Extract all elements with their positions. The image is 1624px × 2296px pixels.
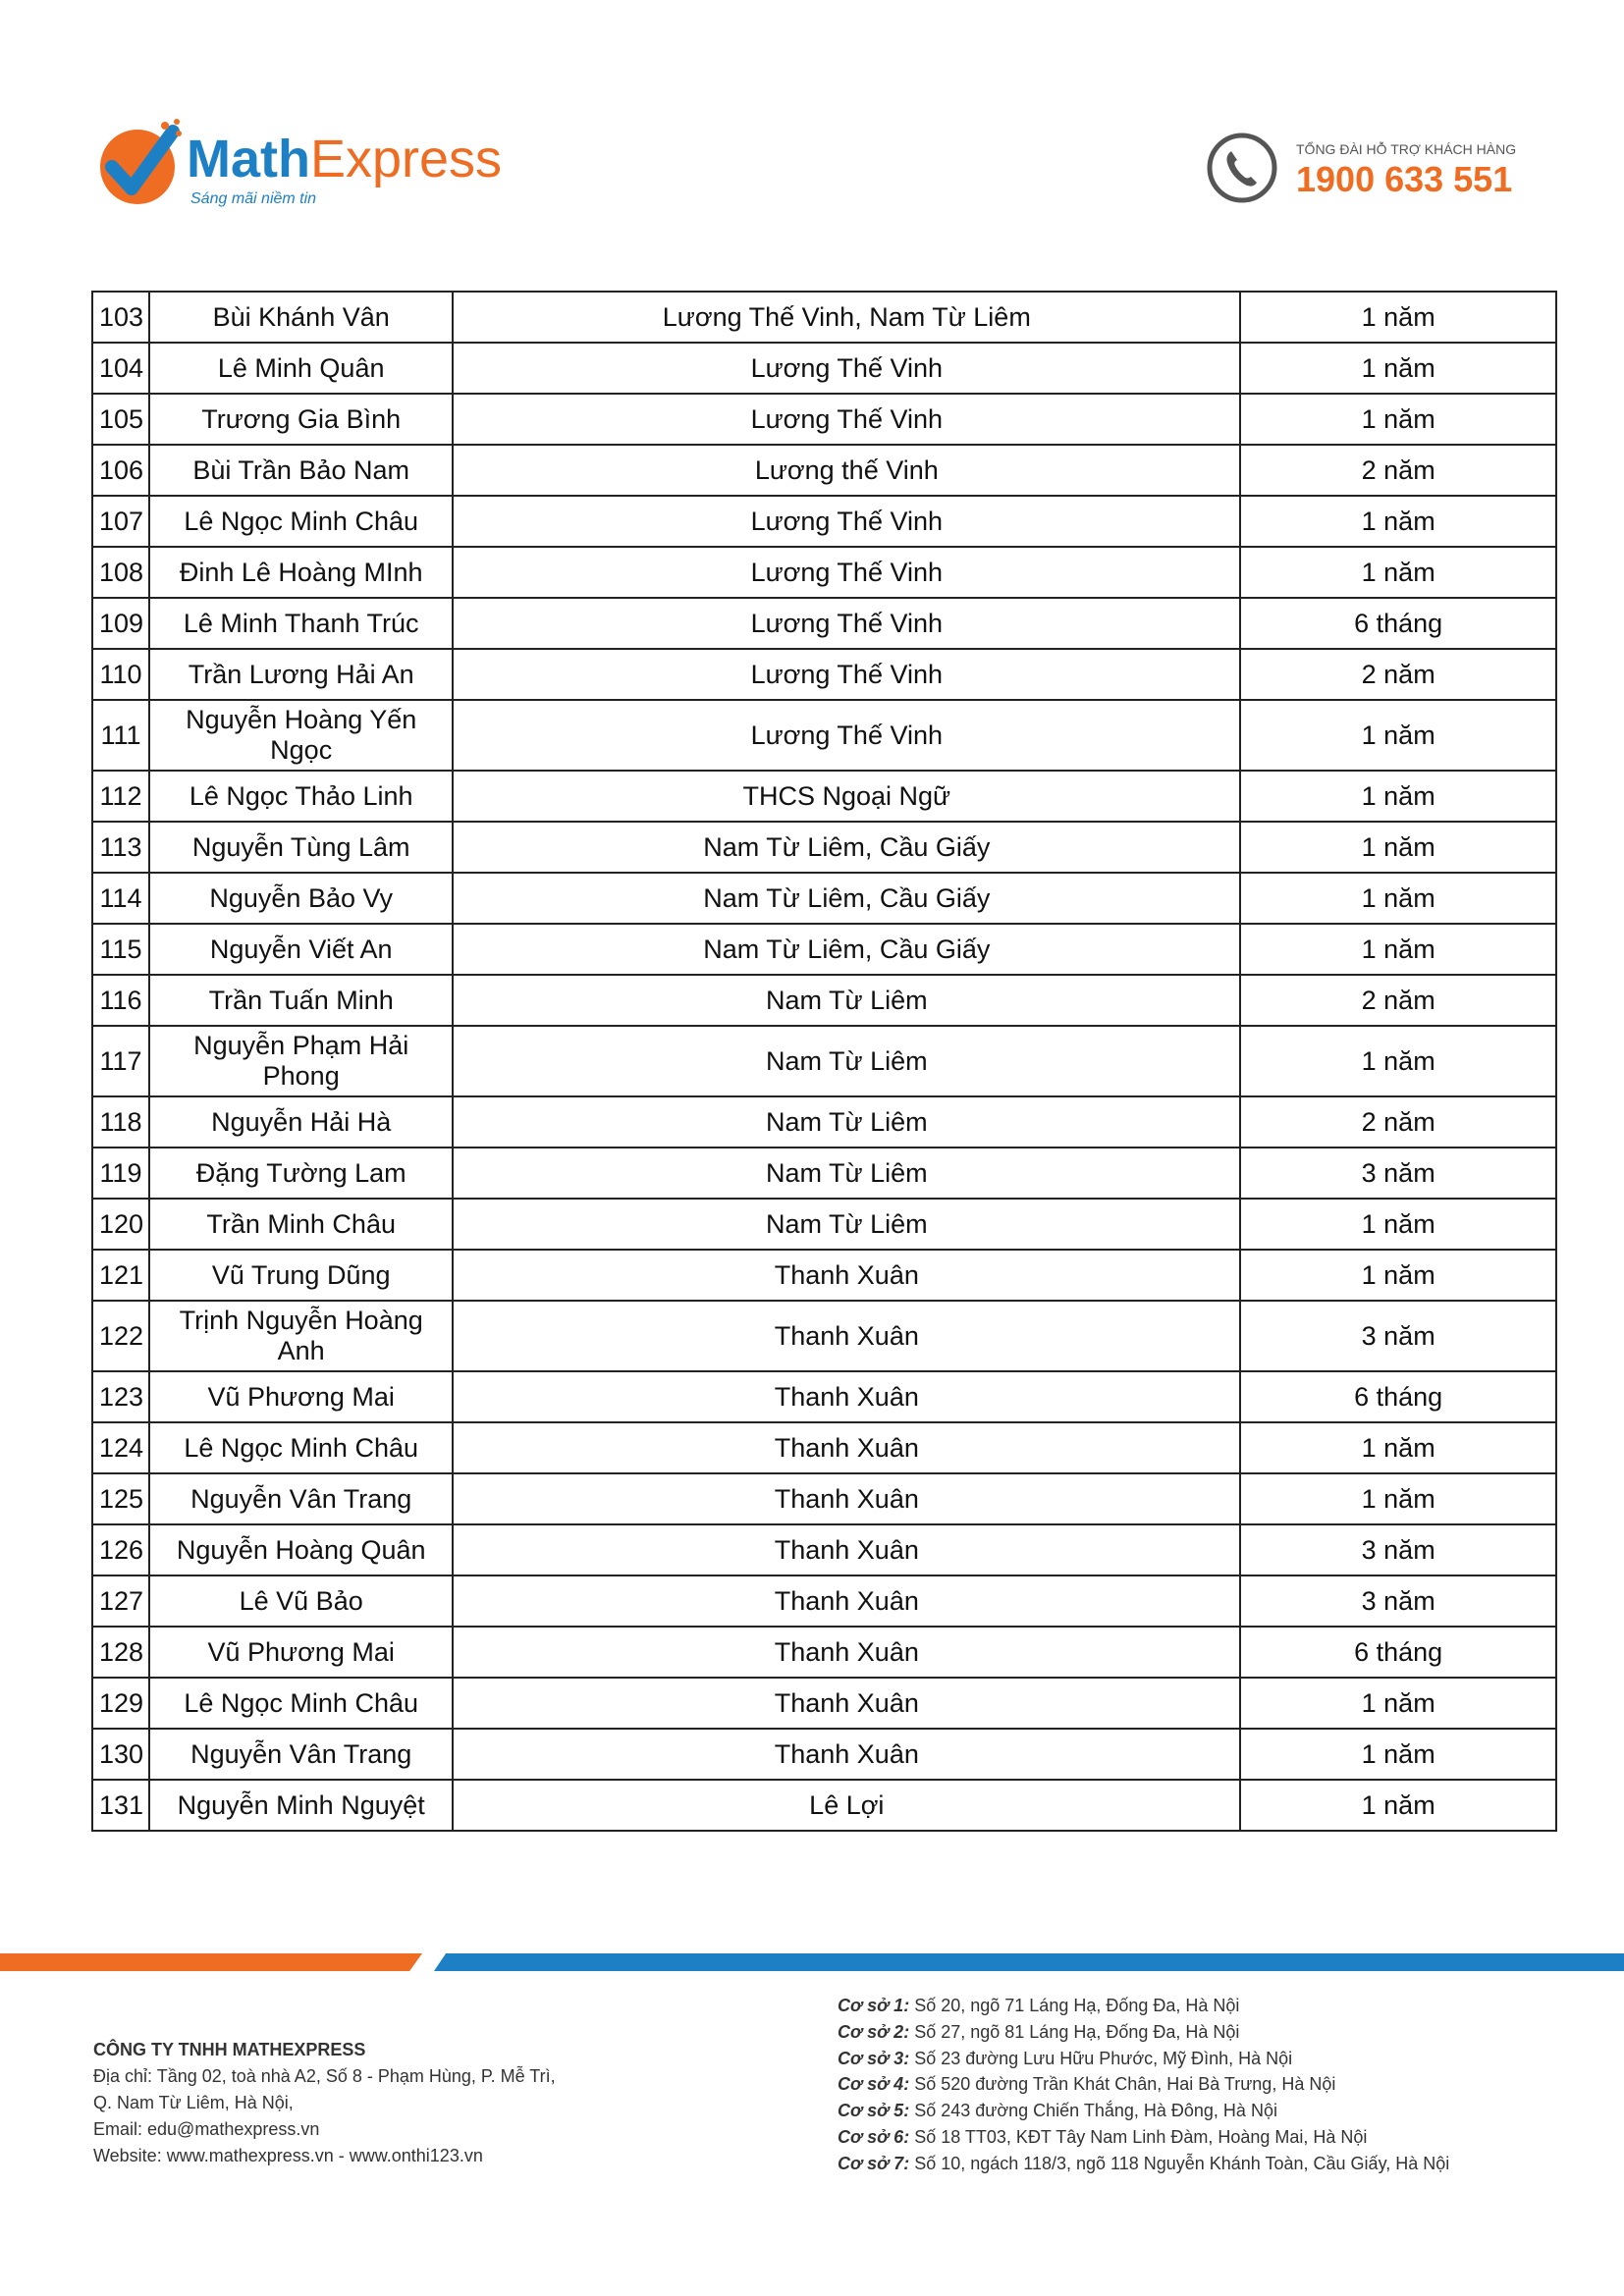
branch-item: Cơ sở 7: Số 10, ngách 118/3, ngõ 118 Nguyễn Khánh Toàn, Cầu Giấy, Hà Nội — [838, 2153, 1450, 2173]
duration-cell: 1 năm — [1240, 822, 1556, 873]
row-number-cell: 107 — [92, 496, 149, 547]
student-name-cell: Lê Minh Thanh Trúc — [149, 598, 453, 649]
duration-cell: 3 năm — [1240, 1524, 1556, 1575]
school-cell: Nam Từ Liêm, Cầu Giấy — [453, 924, 1240, 975]
row-number-cell: 122 — [92, 1301, 149, 1371]
school-cell: Lê Lợi — [453, 1780, 1240, 1831]
school-cell: Nam Từ Liêm — [453, 1199, 1240, 1250]
row-number-cell: 119 — [92, 1148, 149, 1199]
branch-item: Cơ sở 2: Số 27, ngõ 81 Láng Hạ, Đống Đa, Hà Nội — [838, 2021, 1240, 2042]
row-number-cell: 113 — [92, 822, 149, 873]
student-name-cell: Trần Tuấn Minh — [149, 975, 453, 1026]
duration-cell: 3 năm — [1240, 1148, 1556, 1199]
student-table — [91, 291, 1557, 1832]
table-row — [92, 771, 1556, 822]
table-row — [92, 1780, 1556, 1831]
student-name-cell: Đinh Lê Hoàng MInh — [149, 547, 453, 598]
school-cell: Nam Từ Liêm, Cầu Giấy — [453, 822, 1240, 873]
student-name-cell: Lê Ngọc Minh Châu — [149, 1422, 453, 1473]
student-name-cell: Lê Minh Quân — [149, 343, 453, 394]
table-row — [92, 700, 1556, 771]
phone-icon — [1206, 132, 1278, 204]
row-number-cell: 103 — [92, 292, 149, 343]
student-name-cell: Trần Lương Hải An — [149, 649, 453, 700]
table-row — [92, 975, 1556, 1026]
student-name-cell: Nguyễn Hải Hà — [149, 1096, 453, 1148]
student-name-cell: Trương Gia Bình — [149, 394, 453, 445]
mathexpress-logo — [94, 110, 507, 218]
table-row — [92, 1096, 1556, 1148]
duration-cell: 3 năm — [1240, 1575, 1556, 1627]
hotline-number: 1900 633 551 — [1296, 159, 1513, 199]
row-number-cell: 129 — [92, 1678, 149, 1729]
duration-cell: 1 năm — [1240, 1678, 1556, 1729]
table-row — [92, 1371, 1556, 1422]
branch-item: Cơ sở 1: Số 20, ngõ 71 Láng Hạ, Đống Đa, Hà Nội — [838, 1996, 1240, 2015]
student-name-cell: Bùi Khánh Vân — [149, 292, 453, 343]
duration-cell: 1 năm — [1240, 700, 1556, 771]
table-row — [92, 343, 1556, 394]
duration-cell: 1 năm — [1240, 1473, 1556, 1524]
table-row — [92, 445, 1556, 496]
school-cell: Thanh Xuân — [453, 1729, 1240, 1780]
student-name-cell: Nguyễn Vân Trang — [149, 1473, 453, 1524]
row-number-cell: 116 — [92, 975, 149, 1026]
school-cell: Thanh Xuân — [453, 1371, 1240, 1422]
table-row — [92, 1148, 1556, 1199]
duration-cell: 1 năm — [1240, 547, 1556, 598]
student-name-cell: Nguyễn Hoàng Yến Ngọc — [149, 700, 453, 771]
row-number-cell: 105 — [92, 394, 149, 445]
table-row — [92, 292, 1556, 343]
branch-item: Cơ sở 3: Số 23 đường Lưu Hữu Phước, Mỹ Đình, Hà Nội — [838, 2048, 1293, 2068]
table-row — [92, 598, 1556, 649]
table-row — [92, 1524, 1556, 1575]
school-cell: Thanh Xuân — [453, 1678, 1240, 1729]
student-name-cell: Nguyễn Vân Trang — [149, 1729, 453, 1780]
branch-item: Cơ sở 4: Số 520 đường Trần Khát Chân, Hai Bà Trưng, Hà Nội — [838, 2074, 1336, 2095]
company-website: Website: www.mathexpress.vn - www.onthi123.vn — [93, 2146, 483, 2165]
logo-tagline: Sáng mãi niềm tin — [190, 190, 317, 207]
student-name-cell: Lê Ngọc Thảo Linh — [149, 771, 453, 822]
school-cell: Lương Thế Vinh — [453, 700, 1240, 771]
footer-orange-bar — [0, 1953, 422, 1971]
student-name-cell: Nguyễn Bảo Vy — [149, 873, 453, 924]
duration-cell: 1 năm — [1240, 1026, 1556, 1096]
school-cell: Lương Thế Vinh, Nam Từ Liêm — [453, 292, 1240, 343]
duration-cell: 1 năm — [1240, 1250, 1556, 1301]
table-row — [92, 1026, 1556, 1096]
student-name-cell: Nguyễn Phạm Hải Phong — [149, 1026, 453, 1096]
school-cell: Lương Thế Vinh — [453, 343, 1240, 394]
student-name-cell: Lê Ngọc Minh Châu — [149, 496, 453, 547]
company-address-line2: Q. Nam Từ Liêm, Hà Nội, — [93, 2093, 294, 2112]
school-cell: Thanh Xuân — [453, 1422, 1240, 1473]
branch-item: Cơ sở 6: Số 18 TT03, KĐT Tây Nam Linh Đàm, Hoàng Mai, Hà Nội — [838, 2126, 1368, 2147]
school-cell: Nam Từ Liêm — [453, 975, 1240, 1026]
school-cell: Thanh Xuân — [453, 1250, 1240, 1301]
duration-cell: 2 năm — [1240, 649, 1556, 700]
row-number-cell: 106 — [92, 445, 149, 496]
table-row — [92, 547, 1556, 598]
logo-wordmark: MathExpress — [187, 130, 503, 188]
duration-cell: 3 năm — [1240, 1301, 1556, 1371]
duration-cell: 1 năm — [1240, 1780, 1556, 1831]
table-row — [92, 1729, 1556, 1780]
duration-cell: 6 tháng — [1240, 598, 1556, 649]
table-row — [92, 649, 1556, 700]
branch-list — [838, 1993, 1603, 2177]
row-number-cell: 128 — [92, 1627, 149, 1678]
company-name: CÔNG TY TNHH MATHEXPRESS — [93, 2040, 366, 2059]
school-cell: Thanh Xuân — [453, 1627, 1240, 1678]
student-name-cell: Lê Ngọc Minh Châu — [149, 1678, 453, 1729]
student-name-cell: Trịnh Nguyễn Hoàng Anh — [149, 1301, 453, 1371]
student-name-cell: Vũ Phương Mai — [149, 1627, 453, 1678]
duration-cell: 2 năm — [1240, 975, 1556, 1026]
school-cell: Lương Thế Vinh — [453, 598, 1240, 649]
duration-cell: 1 năm — [1240, 873, 1556, 924]
row-number-cell: 108 — [92, 547, 149, 598]
company-info — [93, 2037, 781, 2169]
duration-cell: 6 tháng — [1240, 1627, 1556, 1678]
footer-blue-bar — [434, 1953, 1624, 1971]
table-row — [92, 924, 1556, 975]
duration-cell: 1 năm — [1240, 1729, 1556, 1780]
school-cell: Lương Thế Vinh — [453, 394, 1240, 445]
school-cell: Thanh Xuân — [453, 1473, 1240, 1524]
student-name-cell: Nguyễn Hoàng Quân — [149, 1524, 453, 1575]
table-row — [92, 873, 1556, 924]
school-cell: Thanh Xuân — [453, 1524, 1240, 1575]
table-row — [92, 1575, 1556, 1627]
company-email: Email: edu@mathexpress.vn — [93, 2119, 320, 2139]
duration-cell: 1 năm — [1240, 1422, 1556, 1473]
student-name-cell: Vũ Trung Dũng — [149, 1250, 453, 1301]
table-row — [92, 1250, 1556, 1301]
school-cell: Nam Từ Liêm — [453, 1096, 1240, 1148]
table-row — [92, 394, 1556, 445]
school-cell: Lương Thế Vinh — [453, 547, 1240, 598]
duration-cell: 1 năm — [1240, 394, 1556, 445]
row-number-cell: 130 — [92, 1729, 149, 1780]
row-number-cell: 104 — [92, 343, 149, 394]
student-name-cell: Nguyễn Minh Nguyệt — [149, 1780, 453, 1831]
row-number-cell: 120 — [92, 1199, 149, 1250]
student-name-cell: Nguyễn Tùng Lâm — [149, 822, 453, 873]
row-number-cell: 112 — [92, 771, 149, 822]
student-name-cell: Nguyễn Viết An — [149, 924, 453, 975]
duration-cell: 1 năm — [1240, 292, 1556, 343]
student-name-cell: Lê Vũ Bảo — [149, 1575, 453, 1627]
row-number-cell: 118 — [92, 1096, 149, 1148]
school-cell: Lương Thế Vinh — [453, 649, 1240, 700]
student-name-cell: Bùi Trần Bảo Nam — [149, 445, 453, 496]
duration-cell: 1 năm — [1240, 1199, 1556, 1250]
duration-cell: 1 năm — [1240, 771, 1556, 822]
student-name-cell: Vũ Phương Mai — [149, 1371, 453, 1422]
row-number-cell: 131 — [92, 1780, 149, 1831]
row-number-cell: 110 — [92, 649, 149, 700]
duration-cell: 1 năm — [1240, 924, 1556, 975]
table-row — [92, 1301, 1556, 1371]
school-cell: THCS Ngoại Ngữ — [453, 771, 1240, 822]
duration-cell: 6 tháng — [1240, 1371, 1556, 1422]
table-row — [92, 1627, 1556, 1678]
table-row — [92, 1199, 1556, 1250]
company-address-line1: Địa chỉ: Tầng 02, toà nhà A2, Số 8 - Phạm Hùng, P. Mễ Trì, — [93, 2066, 556, 2086]
duration-cell: 1 năm — [1240, 343, 1556, 394]
table-row — [92, 1678, 1556, 1729]
row-number-cell: 111 — [92, 700, 149, 771]
duration-cell: 2 năm — [1240, 1096, 1556, 1148]
student-name-cell: Đặng Tường Lam — [149, 1148, 453, 1199]
student-table-body — [92, 292, 1556, 1831]
table-row — [92, 822, 1556, 873]
school-cell: Nam Từ Liêm — [453, 1026, 1240, 1096]
school-cell: Thanh Xuân — [453, 1575, 1240, 1627]
student-name-cell: Trần Minh Châu — [149, 1199, 453, 1250]
row-number-cell: 117 — [92, 1026, 149, 1096]
table-row — [92, 1422, 1556, 1473]
row-number-cell: 125 — [92, 1473, 149, 1524]
duration-cell: 1 năm — [1240, 496, 1556, 547]
row-number-cell: 115 — [92, 924, 149, 975]
table-row — [92, 496, 1556, 547]
row-number-cell: 124 — [92, 1422, 149, 1473]
row-number-cell: 127 — [92, 1575, 149, 1627]
hotline-label: TỔNG ĐÀI HỖ TRỢ KHÁCH HÀNG — [1296, 141, 1517, 157]
row-number-cell: 123 — [92, 1371, 149, 1422]
row-number-cell: 109 — [92, 598, 149, 649]
school-cell: Lương Thế Vinh — [453, 496, 1240, 547]
table-row — [92, 1473, 1556, 1524]
hotline-block — [1206, 130, 1530, 208]
school-cell: Thanh Xuân — [453, 1301, 1240, 1371]
row-number-cell: 114 — [92, 873, 149, 924]
branch-item: Cơ sở 5: Số 243 đường Chiến Thắng, Hà Đông, Hà Nội — [838, 2101, 1277, 2121]
row-number-cell: 121 — [92, 1250, 149, 1301]
duration-cell: 2 năm — [1240, 445, 1556, 496]
checkmark-logo-icon — [94, 118, 185, 208]
school-cell: Nam Từ Liêm, Cầu Giấy — [453, 873, 1240, 924]
school-cell: Nam Từ Liêm — [453, 1148, 1240, 1199]
row-number-cell: 126 — [92, 1524, 149, 1575]
school-cell: Lương thế Vinh — [453, 445, 1240, 496]
